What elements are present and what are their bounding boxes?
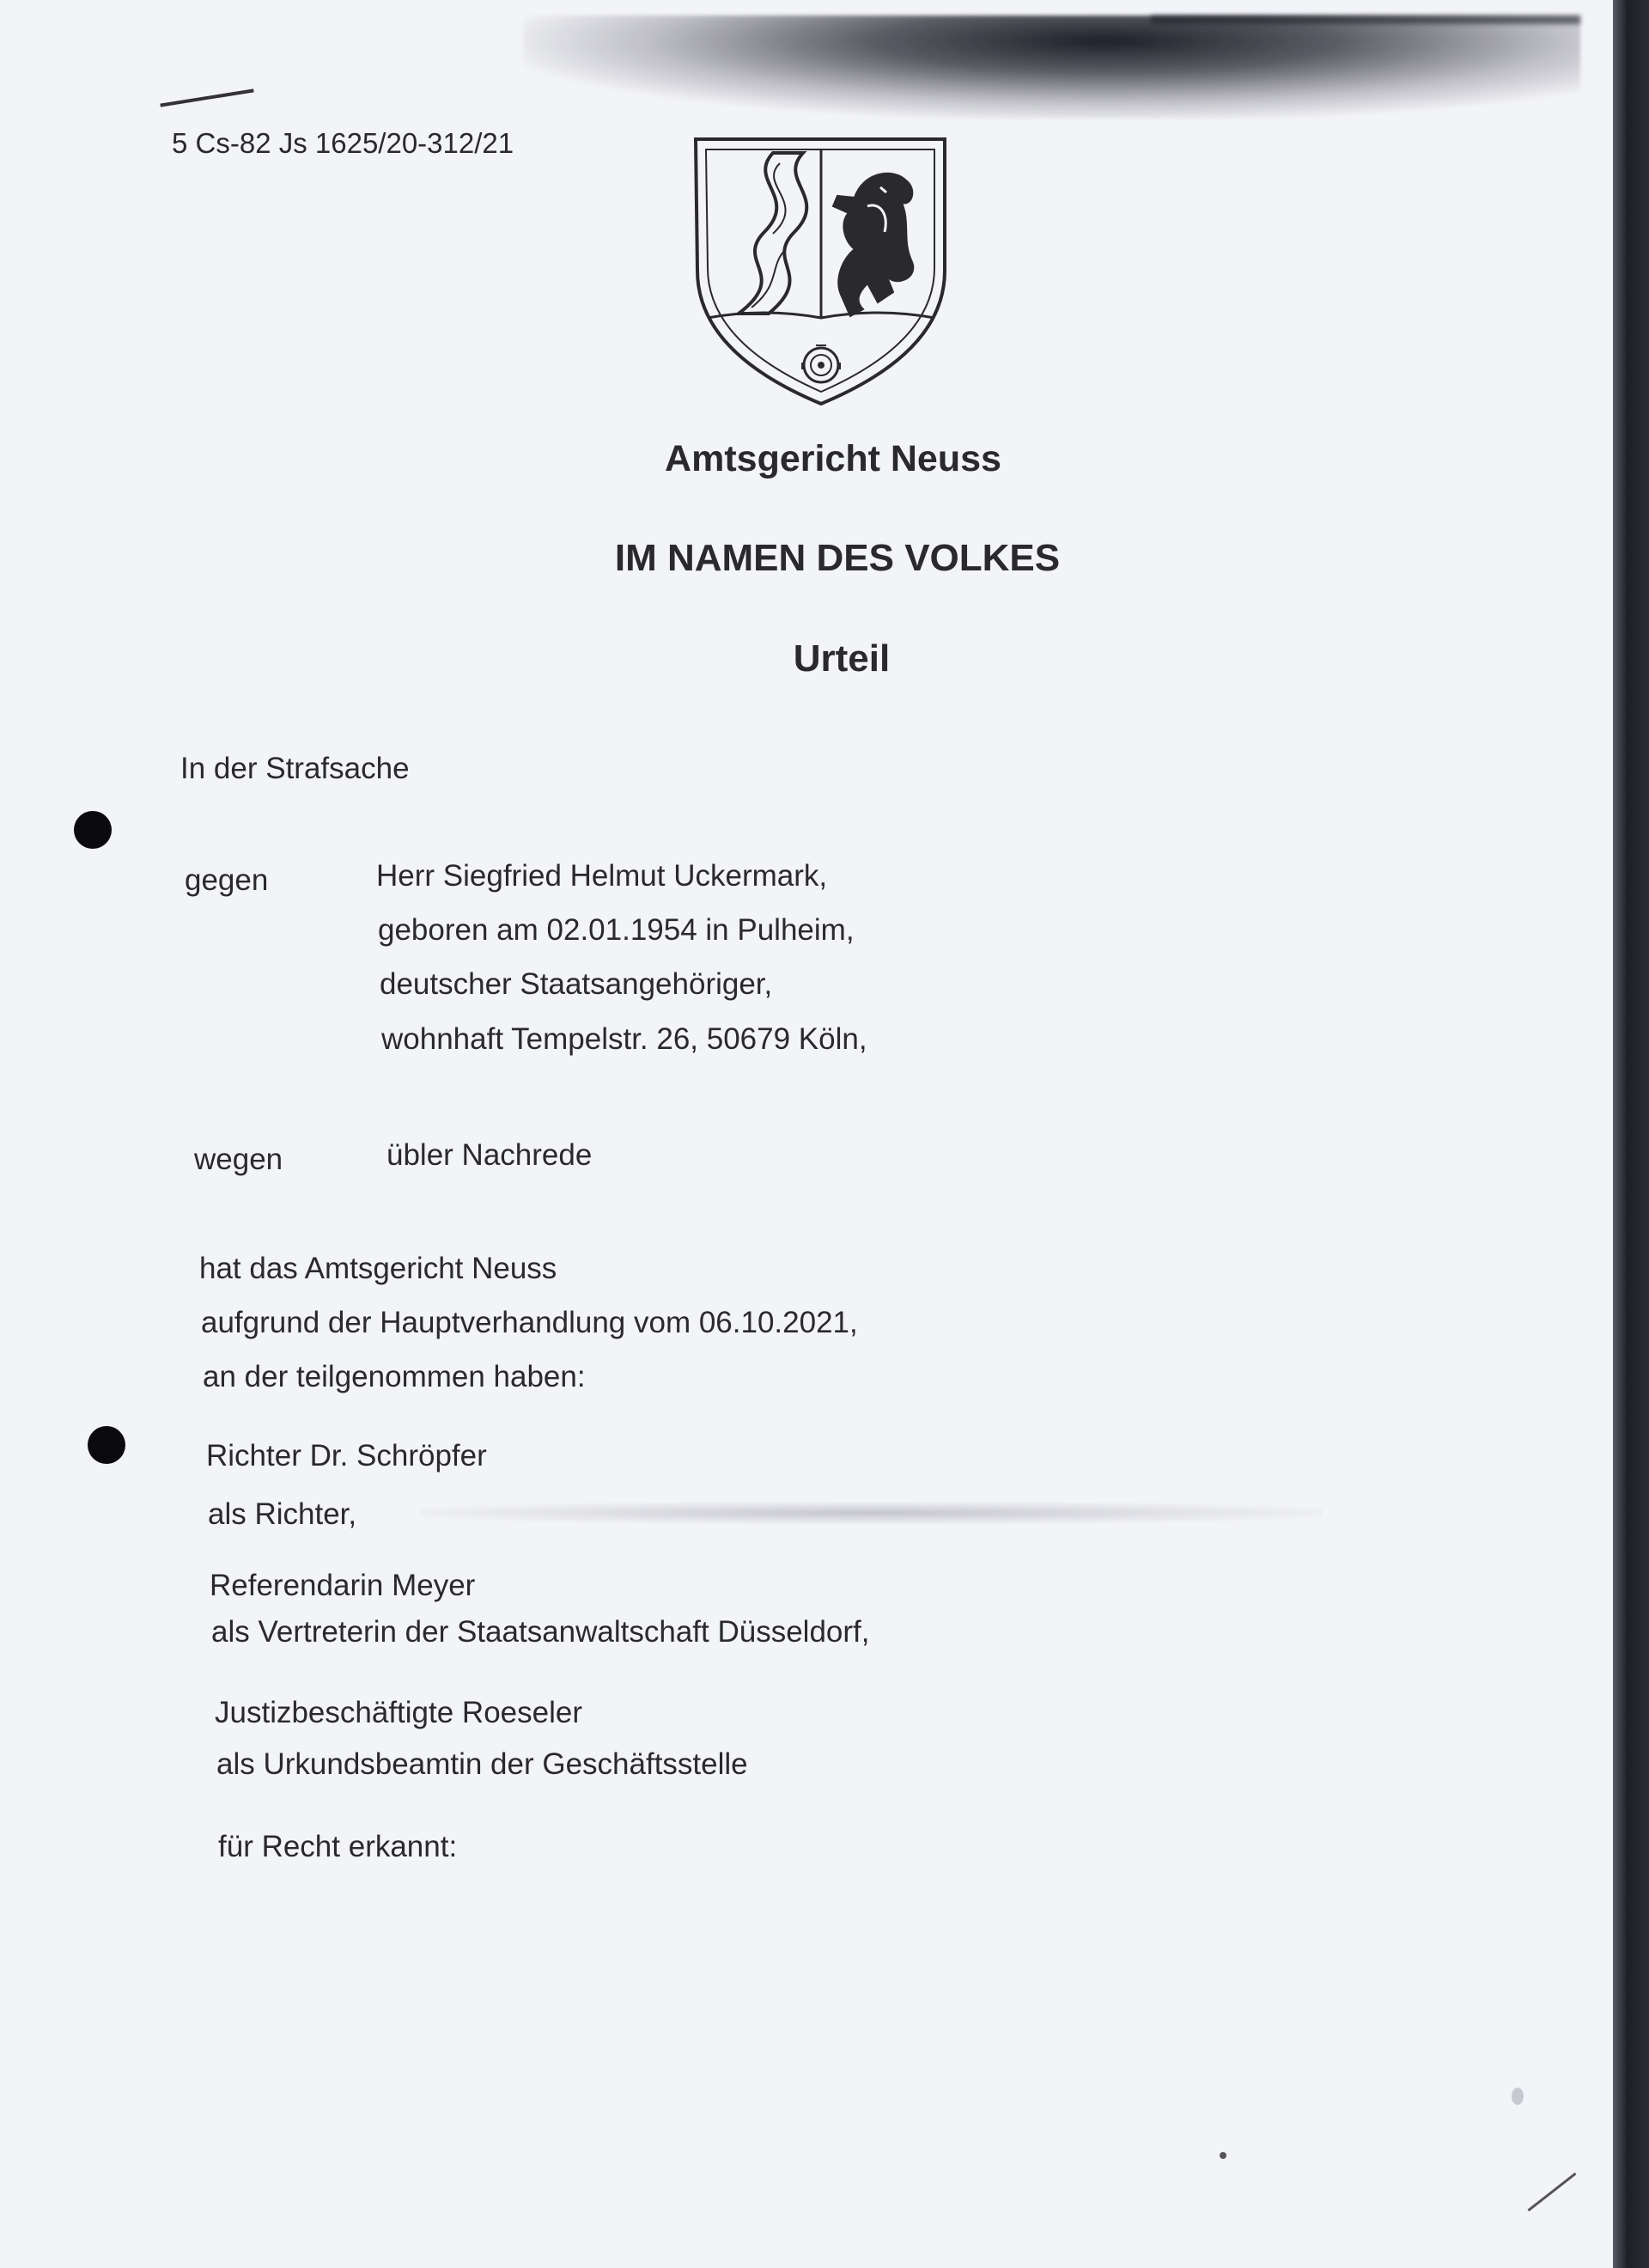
- nrw-coat-of-arms-icon: [687, 120, 955, 412]
- scan-smear: [524, 15, 1580, 119]
- against-label: gegen: [185, 863, 269, 897]
- document-type-heading: Urteil: [793, 637, 891, 680]
- judge-role: als Richter,: [208, 1497, 357, 1531]
- case-number: 5 Cs-82 Js 1625/20-312/21: [172, 127, 514, 159]
- punch-hole: [74, 811, 112, 849]
- scan-speck: [1220, 2152, 1226, 2159]
- charge-label: wegen: [194, 1143, 283, 1176]
- prosecutor-role: als Vertreterin der Staatsanwaltschaft Düsseldorf,: [211, 1615, 870, 1649]
- clerk-name: Justizbeschäftigte Roeseler: [215, 1696, 582, 1729]
- scan-border: [1613, 0, 1649, 2268]
- defendant-line: wohnhaft Tempelstr. 26, 50679 Köln,: [381, 1022, 867, 1056]
- judge-name: Richter Dr. Schröpfer: [206, 1439, 487, 1472]
- defendant-line: geboren am 02.01.1954 in Pulheim,: [378, 913, 855, 947]
- punch-hole: [88, 1426, 125, 1464]
- court-name: Amtsgericht Neuss: [665, 438, 1001, 479]
- charge-value: übler Nachrede: [386, 1138, 593, 1172]
- defendant-line: Herr Siegfried Helmut Uckermark,: [376, 859, 828, 893]
- intro-text: In der Strafsache: [180, 752, 410, 785]
- pen-mark: [1527, 2173, 1576, 2211]
- verdict-intro: für Recht erkannt:: [218, 1830, 458, 1863]
- hearing-line: hat das Amtsgericht Neuss: [199, 1252, 557, 1285]
- scan-artifact-line: [1151, 15, 1580, 24]
- scan-speck: [1512, 2088, 1524, 2105]
- pen-mark: [160, 88, 253, 107]
- hearing-line: an der teilgenommen haben:: [203, 1360, 586, 1393]
- formula-heading: IM NAMEN DES VOLKES: [614, 537, 1061, 579]
- clerk-role: als Urkundsbeamtin der Geschäftsstelle: [216, 1747, 748, 1781]
- scan-smudge: [421, 1502, 1323, 1524]
- prosecutor-name: Referendarin Meyer: [210, 1569, 476, 1602]
- hearing-line: aufgrund der Hauptverhandlung vom 06.10.2021,: [201, 1306, 858, 1339]
- defendant-line: deutscher Staatsangehöriger,: [380, 967, 773, 1001]
